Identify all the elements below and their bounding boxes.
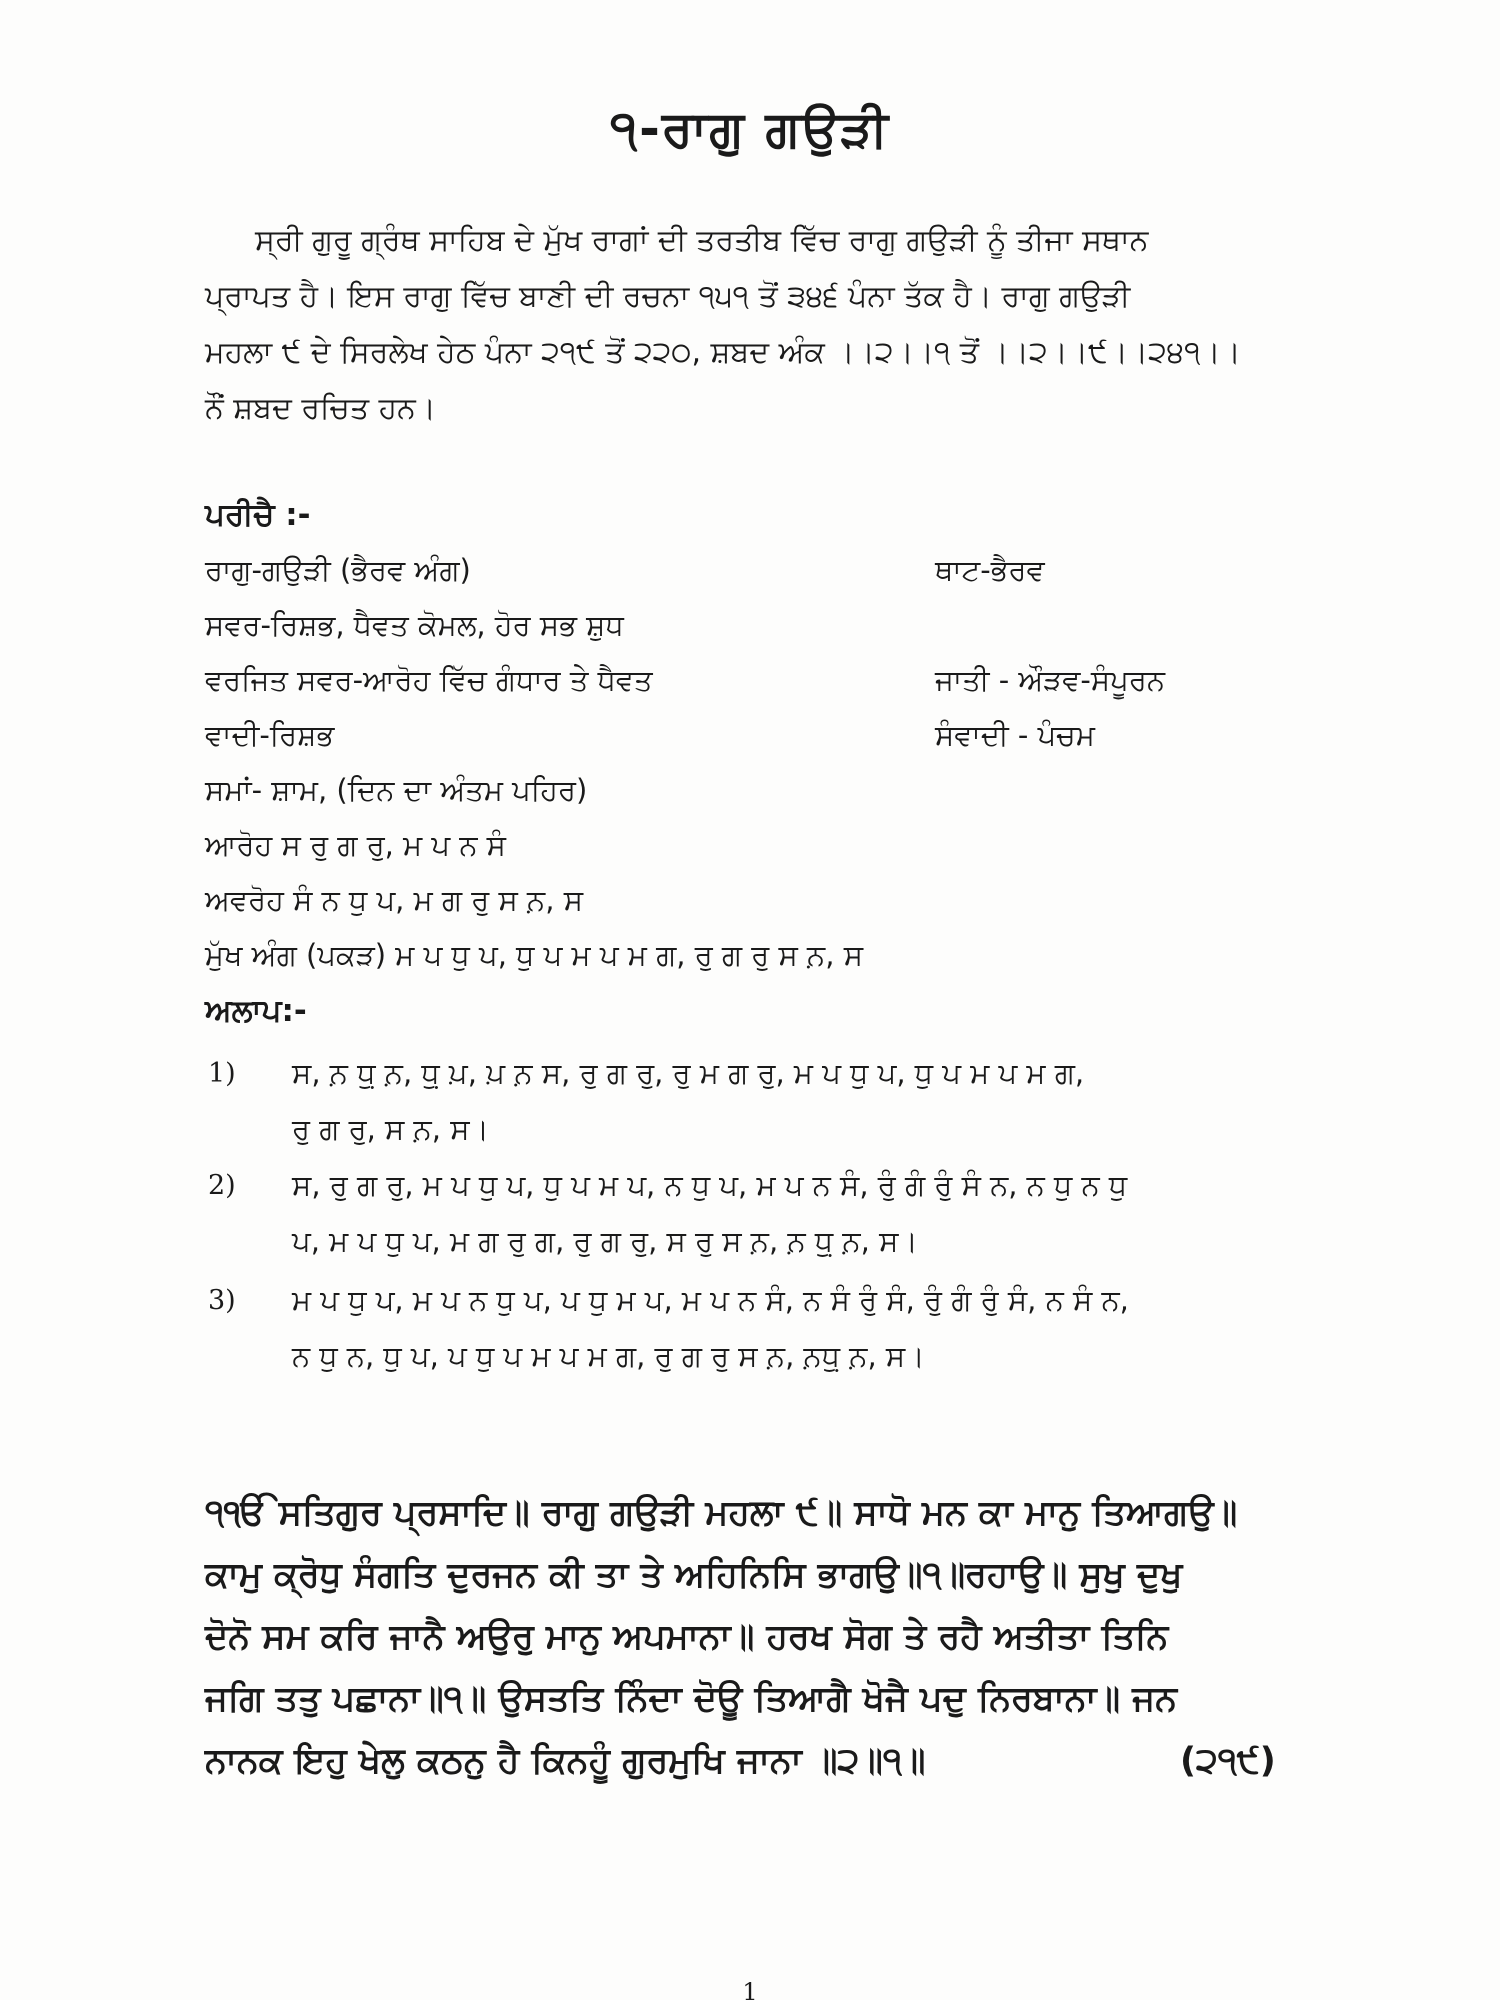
alaap-number: 3) — [208, 1285, 236, 1316]
parichay-heading: ਪਰੀਚੈ :- — [205, 497, 311, 533]
parichay-row: ਸਵਰ-ਰਿਸ਼ਭ, ਧੈਵਤ ਕੋਮਲ, ਹੋਰ ਸਭ ਸ਼ੁਧ — [205, 608, 624, 642]
thaat-label: ਥਾਟ-ਭੈਰਵ — [935, 553, 1045, 587]
intro-paragraph — [205, 213, 1300, 437]
jaati-label: ਜਾਤੀ - ਔੜਵ-ਸੰਪੂਰਨ — [935, 663, 1165, 697]
intro-line: ਨੌਂ ਸ਼ਬਦ ਰਚਿਤ ਹਨ। — [205, 391, 436, 426]
shabad-line: ਜਗਿ ਤਤੁ ਪਛਾਨਾ॥੧॥ ਉਸਤਤਿ ਨਿੰਦਾ ਦੋਊ ਤਿਆਗੈ ਖੋਜੈ ਪਦੁ ਨਿਰਬਾਨਾ॥ ਜਨ — [205, 1679, 1178, 1719]
shabad-line: ਨਾਨਕ ਇਹੁ ਖੇਲੁ ਕਠਨੁ ਹੈ ਕਿਨਹੂੰ ਗੁਰਮੁਖਿ ਜਾਨਾ ॥੨॥੧॥ — [205, 1741, 926, 1781]
alaap-line: ਸ, ਰੁ ਗ ਰੁ, ਮ ਪ ਧੁ ਪ, ਧੁ ਪ ਮ ਪ, ਨ ਧੁ ਪ, ਮ ਪ ਨ ਸੰ, ਰੁੰ ਗੰ ਰੁੰ ਸੰ ਨ, ਨ ਧੁ ਨ ਧੁ — [292, 1168, 1128, 1202]
parichay-row: ਵਰਜਿਤ ਸਵਰ-ਆਰੋਹ ਵਿੱਚ ਗੰਧਾਰ ਤੇ ਧੈਵਤ — [205, 663, 653, 697]
avroh-row: ਅਵਰੋਹ ਸੰ ਨ ਧੁ ਪ, ਮ ਗ ਰੁ ਸ ਨ਼, ਸ — [205, 883, 584, 917]
shabad-page-reference: (੨੧੯) — [1180, 1741, 1276, 1781]
alaap-heading: ਅਲਾਪ:- — [205, 993, 307, 1029]
parichay-row: ਵਾਦੀ-ਰਿਸ਼ਭ — [205, 718, 335, 752]
intro-line: ਸ੍ਰੀ ਗੁਰੂ ਗ੍ਰੰਥ ਸਾਹਿਬ ਦੇ ਮੁੱਖ ਰਾਗਾਂ ਦੀ ਤਰਤੀਬ ਵਿੱਚ ਰਾਗੁ ਗਉੜੀ ਨੂੰ ਤੀਜਾ ਸਥਾਨ — [255, 223, 1149, 258]
pakad-row: ਮੁੱਖ ਅੰਗ (ਪਕੜ) ਮ ਪ ਧੁ ਪ, ਧੁ ਪ ਮ ਪ ਮ ਗ, ਰੁ ਗ ਰੁ ਸ ਨ਼, ਸ — [205, 938, 864, 972]
alaap-number: 2) — [208, 1170, 236, 1201]
page-title: ੧-ਰਾਗੁ ਗਉੜੀ — [609, 100, 891, 158]
shabad-line: ੧ੴ ਸਤਿਗੁਰ ਪ੍ਰਸਾਦਿ॥ ਰਾਗੁ ਗਉੜੀ ਮਹਲਾ ੯॥ ਸਾਧੋ ਮਨ ਕਾ ਮਾਨੁ ਤਿਆਗਉ॥ — [205, 1493, 1238, 1533]
intro-line: ਮਹਲਾ ੯ ਦੇ ਸਿਰਲੇਖ ਹੇਠ ਪੰਨਾ ੨੧੯ ਤੋਂ ੨੨੦, ਸ਼ਬਦ ਅੰਕ ।।੨।।੧ ਤੋਂ ।।੨।।੯।।੨੪੧।। — [205, 335, 1241, 370]
intro-line: ਪ੍ਰਾਪਤ ਹੈ। ਇਸ ਰਾਗੁ ਵਿੱਚ ਬਾਣੀ ਦੀ ਰਚਨਾ ੧੫੧ ਤੋਂ ੩੪੬ ਪੰਨਾ ਤੱਕ ਹੈ। ਰਾਗੁ ਗਉੜੀ — [205, 279, 1131, 314]
alaap-line: ਪ, ਮ ਪ ਧੁ ਪ, ਮ ਗ ਰੁ ਗ, ਰੁ ਗ ਰੁ, ਸ ਰੁ ਸ ਨ਼, ਨ਼ ਧੁ਼ ਨ਼, ਸ। — [292, 1224, 918, 1258]
alaap-line: ਨ ਧੁ ਨ, ਧੁ ਪ, ਪ ਧੁ ਪ ਮ ਪ ਮ ਗ, ਰੁ ਗ ਰੁ ਸ ਨ਼, ਨ਼ਧੁ਼ ਨ਼, ਸ। — [292, 1339, 925, 1373]
aaroh-row: ਆਰੋਹ ਸ ਰੁ ਗ ਰੁ, ਮ ਪ ਨ ਸੰ — [205, 828, 506, 862]
alaap-line: ਸ, ਨ਼ ਧੁ਼ ਨ਼, ਧੁ਼ ਪ਼, ਪ਼ ਨ਼ ਸ, ਰੁ ਗ ਰੁ, ਰੁ ਮ ਗ ਰੁ, ਮ ਪ ਧੁ ਪ, ਧੁ ਪ ਮ ਪ ਮ ਗ, — [292, 1056, 1085, 1090]
shabad-line: ਦੋਨੋ ਸਮ ਕਰਿ ਜਾਨੈ ਅਉਰੁ ਮਾਨੁ ਅਪਮਾਨਾ॥ ਹਰਖ ਸੋਗ ਤੇ ਰਹੈ ਅਤੀਤਾ ਤਿਨਿ — [205, 1617, 1169, 1657]
alaap-line: ਮ ਪ ਧੁ ਪ, ਮ ਪ ਨ ਧੁ ਪ, ਪ ਧੁ ਮ ਪ, ਮ ਪ ਨ ਸੰ, ਨ ਸੰ ਰੁੰ ਸੰ, ਰੁੰ ਗੰ ਰੁੰ ਸੰ, ਨ ਸੰ ਨ, — [292, 1283, 1129, 1317]
alaap-number: 1) — [208, 1058, 236, 1089]
parichay-row: ਰਾਗੁ-ਗਉੜੀ (ਭੈਰਵ ਅੰਗ) — [205, 553, 471, 587]
shabad-line: ਕਾਮੁ ਕ੍ਰੋਧੁ ਸੰਗਤਿ ਦੁਰਜਨ ਕੀ ਤਾ ਤੇ ਅਹਿਨਿਸਿ ਭਾਗਉ॥੧॥ਰਹਾਉ॥ ਸੁਖੁ ਦੁਖੁ — [205, 1555, 1183, 1595]
samvaadi-label: ਸੰਵਾਦੀ - ਪੰਚਮ — [935, 718, 1095, 752]
alaap-line: ਰੁ ਗ ਰੁ, ਸ ਨ਼, ਸ। — [292, 1112, 490, 1146]
page-number: 1 — [742, 1978, 758, 2006]
parichay-row: ਸਮਾਂ- ਸ਼ਾਮ, (ਦਿਨ ਦਾ ਅੰਤਮ ਪਹਿਰ) — [205, 773, 588, 807]
